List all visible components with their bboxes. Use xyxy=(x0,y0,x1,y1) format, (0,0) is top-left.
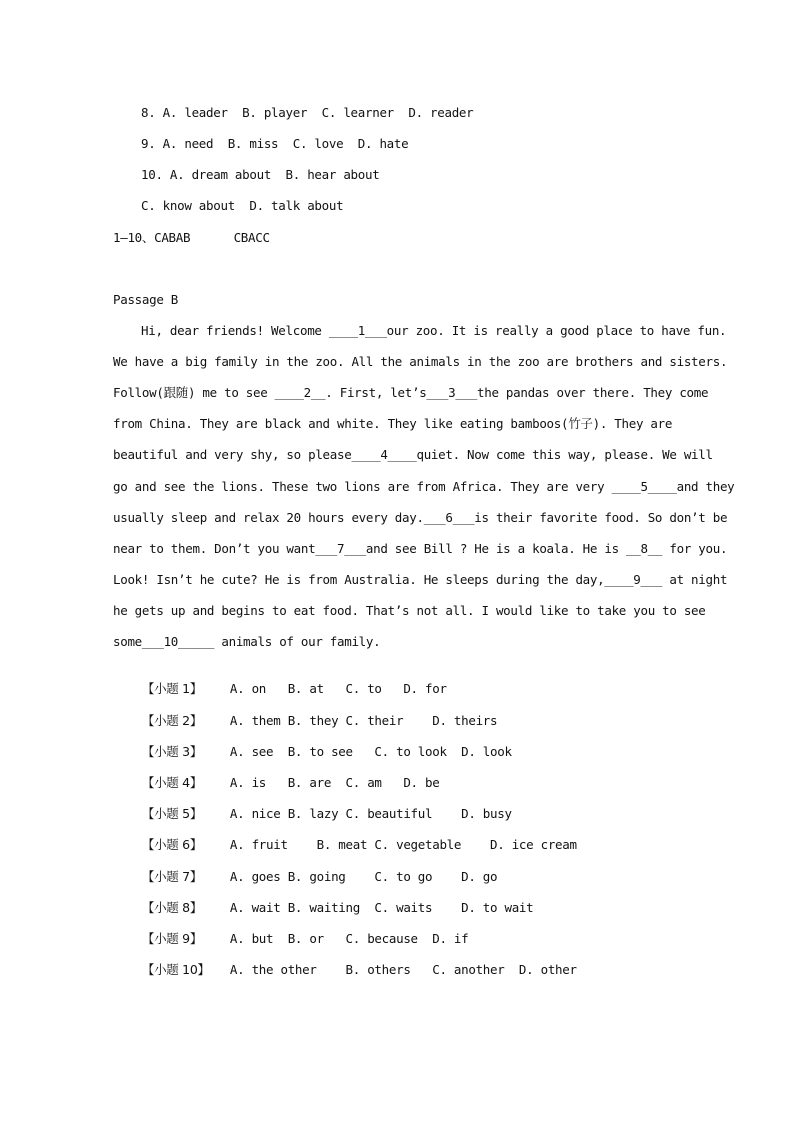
passage-line: Hi, dear friends! Welcome ____1___our zoo. It is really a good place to have fun. xyxy=(141,323,727,338)
question-options: A. wait B. waiting C. waits D. to wait xyxy=(229,900,534,915)
question-label: 【小题 7】 xyxy=(141,869,203,884)
question-options: A. but B. or C. because D. if xyxy=(229,931,469,946)
question-label: 【小题 8】 xyxy=(141,900,203,915)
question-options: A. see B. to see C. to look D. look xyxy=(229,744,512,759)
question-label: 【小题 4】 xyxy=(141,775,203,790)
passage-line: near to them. Don’t you want___7___and see Bill ? He is a koala. He is __8__ for you. xyxy=(113,541,728,556)
question-label: 【小题 2】 xyxy=(141,713,203,728)
passage-line: some___10_____ animals of our family. xyxy=(113,634,381,649)
prev-option-line-10b: C. know about D. talk about xyxy=(141,198,344,213)
passage-line: he gets up and begins to eat food. That’s not all. I would like to take you to see xyxy=(113,603,706,618)
answer-key: 1—10、CABAB CBACC xyxy=(113,230,270,245)
prev-option-line-10a: 10. A. dream about B. hear about xyxy=(141,167,380,182)
passage-title: Passage B xyxy=(113,292,179,307)
passage-line: usually sleep and relax 20 hours every day.___6___is their favorite food. So don’t be xyxy=(113,510,728,525)
question-row xyxy=(113,946,577,994)
prev-option-line-8: 8. A. leader B. player C. learner D. reader xyxy=(141,105,474,120)
question-label: 【小题 1】 xyxy=(141,681,203,696)
question-label: 【小题 3】 xyxy=(141,744,203,759)
passage-line: from China. They are black and white. They like eating bamboos(竹子). They are xyxy=(113,416,673,431)
question-options: A. on B. at C. to D. for xyxy=(229,681,447,696)
prev-option-line-9: 9. A. need B. miss C. love D. hate xyxy=(141,136,409,151)
question-label: 【小题 9】 xyxy=(141,931,203,946)
passage-line: Look! Isn’t he cute? He is from Australia. He sleeps during the day,____9___ at night xyxy=(113,572,728,587)
question-options: A. them B. they C. their D. theirs xyxy=(229,713,498,728)
question-options: A. nice B. lazy C. beautiful D. busy xyxy=(229,806,512,821)
question-options: A. the other B. others C. another D. other xyxy=(229,962,577,977)
question-options: A. goes B. going C. to go D. go xyxy=(229,869,498,884)
passage-line: We have a big family in the zoo. All the animals in the zoo are brothers and sisters. xyxy=(113,354,728,369)
question-label: 【小题 6】 xyxy=(141,837,203,852)
passage-line: Follow(跟随) me to see ____2__. First, let’s___3___the pandas over there. They come xyxy=(113,385,709,400)
passage-line: beautiful and very shy, so please____4____quiet. Now come this way, please. We will xyxy=(113,447,713,462)
question-label: 【小题 5】 xyxy=(141,806,203,821)
question-label: 【小题 10】 xyxy=(141,962,210,977)
passage-line: go and see the lions. These two lions are from Africa. They are very ____5____and they xyxy=(113,479,735,494)
question-options: A. fruit B. meat C. vegetable D. ice cream xyxy=(229,837,577,852)
question-options: A. is B. are C. am D. be xyxy=(229,775,440,790)
